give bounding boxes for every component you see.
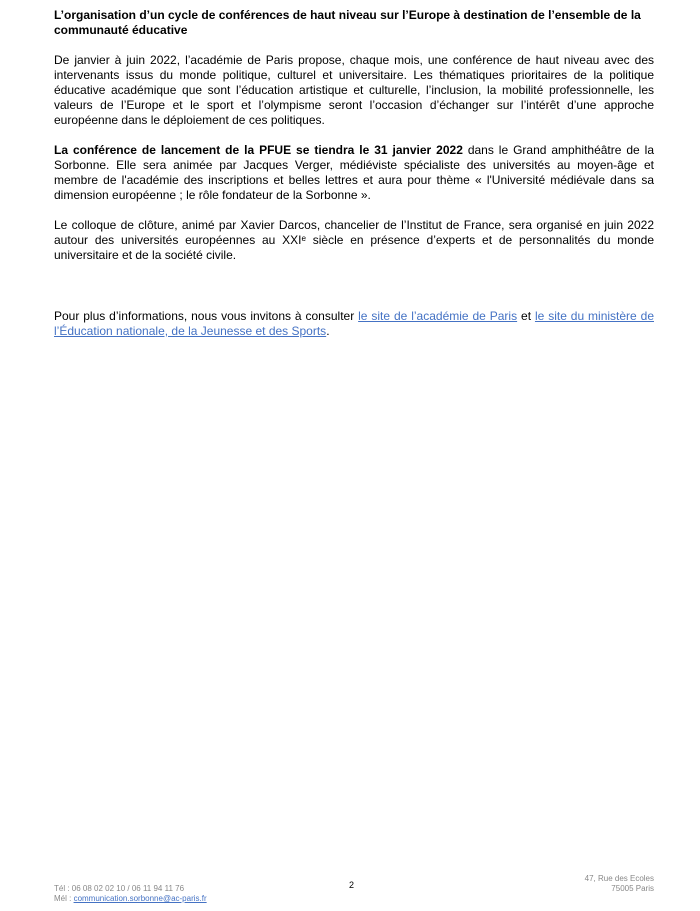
- footer-telephone: Tél : 06 08 02 02 10 / 06 11 94 11 76: [54, 884, 185, 893]
- info-prefix-text: Pour plus d’informations, nous vous invitons à consulter: [54, 309, 359, 323]
- page-number: 2: [349, 880, 355, 890]
- launch-date-emphasis: La conférence de lancement de la PFUE se tiendra le 31 janvier 2022: [54, 143, 463, 157]
- section-heading: L’organisation d’un cycle de conférences de haut niveau sur l’Europe à destination de l’ensemble de la communauté éducative: [54, 8, 641, 37]
- info-middle-text: et: [517, 309, 535, 323]
- footer-address-street: 47, Rue des Ecoles: [584, 874, 654, 883]
- launch-details-text: dans le Grand amphithéâtre de la Sorbonne. Elle sera animée par Jacques Verger, médiéviste spécialiste des universités au moyen-âge et membre de l'académie des inscriptions et belles lettres et aura pour thème « l'Université médiévale dans sa dimension européenne ; le rôle fondateur de la Sorbonne ».: [54, 143, 654, 202]
- paragraph-launch-conference: [54, 143, 654, 203]
- footer-email-link[interactable]: communication.sorbonne@ac-paris.fr: [73, 894, 207, 903]
- footer-contact: [54, 884, 207, 904]
- more-info-paragraph: [54, 309, 654, 339]
- document-body: [54, 8, 654, 339]
- footer-address: [585, 874, 654, 894]
- info-suffix-text: .: [326, 324, 330, 338]
- paragraph-intro: De janvier à juin 2022, l’académie de Paris propose, chaque mois, une conférence de haut niveau avec des intervenants issus du monde politique, culturel et universitaire. Les thématiques prioritaires de la politique éducative académique que sont l’éducation artistique et culturelle, l’inclusion, la mobilité professionnelle, les valeurs de l’Europe et le sport et l’olympisme seront l’occasion d’échanger sur l’intérêt d’une approche européenne dans le déploiement de ces politiques.: [54, 53, 654, 127]
- footer-address-city: 75005 Paris: [611, 884, 654, 893]
- academie-paris-link[interactable]: le site de l’académie de Paris: [358, 309, 518, 323]
- footer-email-line: [54, 894, 207, 904]
- paragraph-closing-colloquium: Le colloque de clôture, animé par Xavier Darcos, chancelier de l’Institut de France, sera organisé en juin 2022 autour des universités européennes au XXIᵉ siècle en présence d’experts et de personnalités du monde universitaire et de la société civile.: [54, 218, 654, 262]
- footer-email-label: Mél :: [54, 894, 74, 903]
- ministere-education-link[interactable]: le site du ministère de l’Éducation nationale, de la Jeunesse et des Sports: [54, 309, 654, 338]
